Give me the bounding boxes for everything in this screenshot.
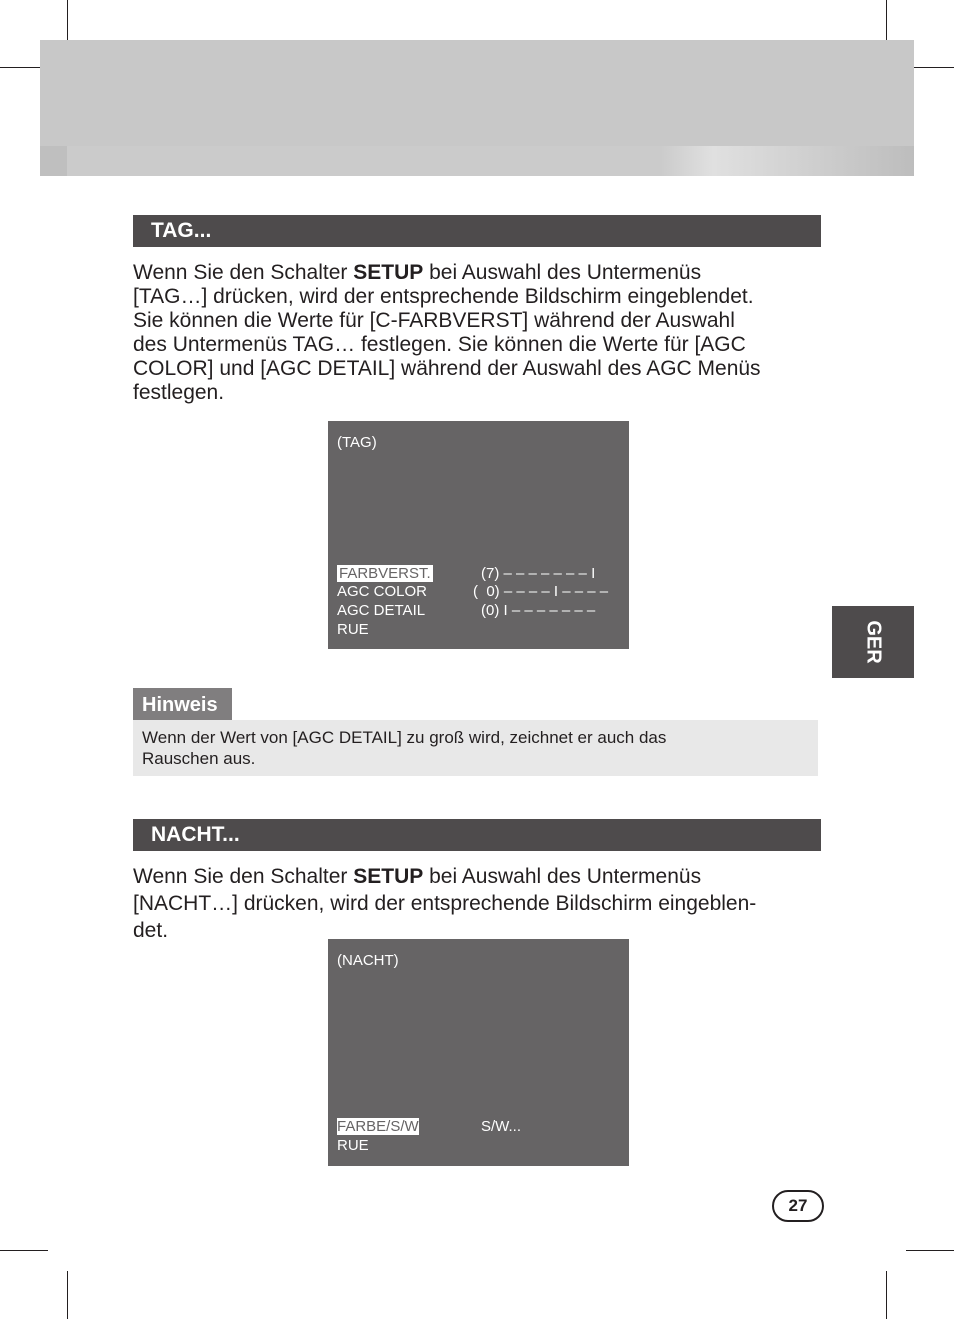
osd-title: (TAG) <box>337 434 377 451</box>
paragraph-line: [NACHT…] drücken, wird der entsprechende Bildschirm eingeblen- <box>133 892 757 915</box>
note-line: Wenn der Wert von [AGC DETAIL] zu groß wird, zeichnet er auch das <box>142 728 667 747</box>
osd-row-value: ( 0) – – – – I – – – – <box>473 583 609 600</box>
note-label: Hinweis <box>133 688 232 720</box>
osd-screen-tag <box>328 421 629 649</box>
paragraph-line: des Untermenüs TAG… festlegen. Sie können die Werte für [AGC <box>133 333 746 356</box>
osd-row-label: AGC COLOR <box>337 583 428 600</box>
section-heading-nacht: NACHT... <box>133 819 821 851</box>
osd-screen-nacht <box>328 939 629 1166</box>
paragraph-line: det. <box>133 919 169 942</box>
osd-row-value: (0) I – – – – – – – <box>481 602 596 619</box>
note-line: Rauschen aus. <box>142 749 256 768</box>
osd-row-label: FARBVERST. <box>339 565 431 582</box>
paragraph-tag <box>133 261 823 405</box>
paragraph-line: COLOR] und [AGC DETAIL] während der Auswahl des AGC Menüs <box>133 357 761 380</box>
header-band <box>40 40 914 146</box>
crop-mark <box>67 1271 68 1319</box>
note-box <box>133 720 818 776</box>
paragraph-nacht <box>133 863 823 944</box>
section-heading-tag: TAG... <box>133 215 821 247</box>
paragraph-line: Sie können die Werte für [C-FARBVERST] während der Auswahl <box>133 309 735 332</box>
page-number: 27 <box>772 1190 824 1222</box>
osd-row-label: RUE <box>337 621 369 638</box>
osd-row-label: FARBE/S/W <box>337 1118 419 1135</box>
crop-mark <box>886 1271 887 1319</box>
osd-row-label: AGC DETAIL <box>337 602 426 619</box>
paragraph-line: Wenn Sie den Schalter SETUP bei Auswahl des Untermenüs <box>133 261 702 284</box>
osd-row-value: (7) – – – – – – – I <box>481 565 596 582</box>
osd-title: (NACHT) <box>337 952 399 969</box>
paragraph-line: [TAG…] drücken, wird der entsprechende Bildschirm eingeblendet. <box>133 285 754 308</box>
paragraph-line: festlegen. <box>133 381 225 404</box>
osd-row-value: S/W... <box>481 1118 522 1135</box>
crop-mark <box>906 1250 954 1251</box>
language-tab <box>832 606 914 678</box>
crop-mark <box>0 1250 48 1251</box>
osd-row-label: RUE <box>337 1137 369 1154</box>
language-tab-label: GER <box>862 620 885 664</box>
header-strip <box>40 146 914 176</box>
paragraph-line: Wenn Sie den Schalter SETUP bei Auswahl des Untermenüs <box>133 865 702 888</box>
